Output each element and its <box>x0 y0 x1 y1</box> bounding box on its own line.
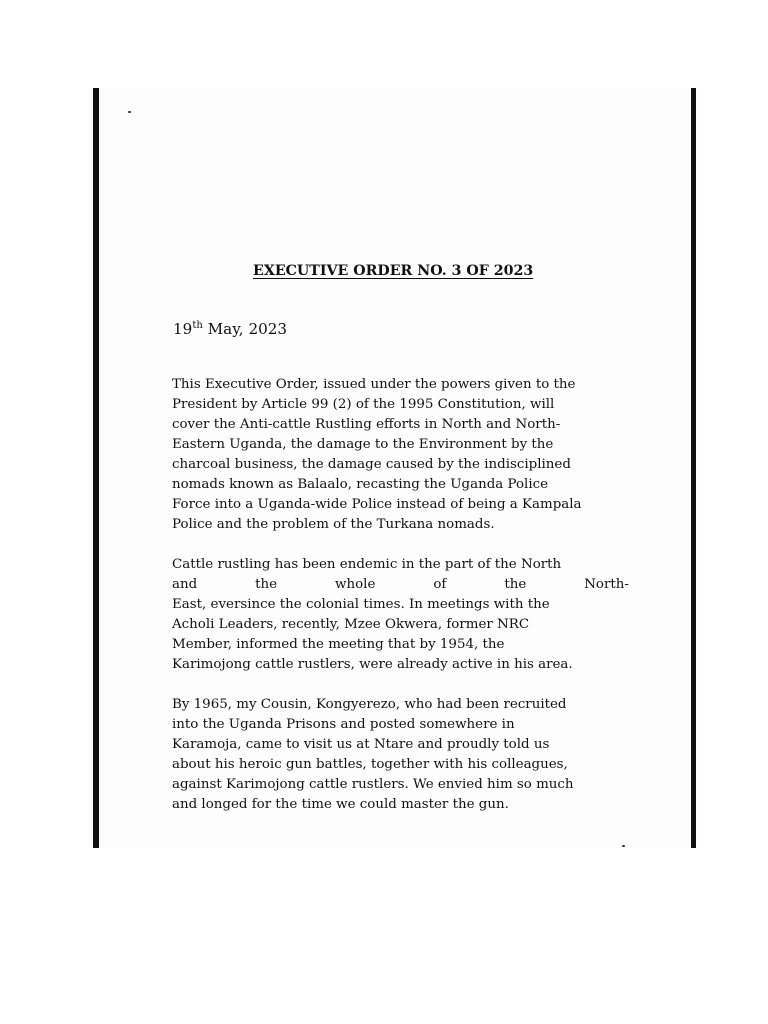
paragraph-line: Acholi Leaders, recently, Mzee Okwera, former NRC <box>172 617 530 632</box>
paragraph-line: President by Article 99 (2) of the 1995 Constitution, will <box>172 397 555 412</box>
paragraph-line: East, eversince the colonial times. In meetings with the <box>172 597 550 612</box>
paragraph-executive-order <box>172 375 629 535</box>
paragraph-word: North- <box>584 577 629 592</box>
scan-speck-bottom <box>622 845 625 847</box>
paragraph-line: into the Uganda Prisons and posted somewhere in <box>172 717 515 732</box>
paragraph-line: against Karimojong cattle rustlers. We envied him so much <box>172 777 574 792</box>
document-date <box>173 320 287 338</box>
paragraph-line: Cattle rustling has been endemic in the part of the North <box>172 557 562 572</box>
date-suffix: th <box>192 320 203 331</box>
document-title: EXECUTIVE ORDER NO. 3 OF 2023 <box>253 263 534 279</box>
date-month-year: May, 2023 <box>202 320 288 338</box>
paragraph-cattle-rustling <box>172 555 629 675</box>
paragraph-line: Karimojong cattle rustlers, were already active in his area. <box>172 657 573 672</box>
date-day: 19 <box>173 320 193 338</box>
paragraph-line-spread <box>172 575 629 595</box>
paragraph-line: about his heroic gun battles, together with his colleagues, <box>172 757 568 772</box>
scan-border-left <box>93 88 99 848</box>
paragraph-line: and longed for the time we could master the gun. <box>172 797 509 812</box>
paragraph-line: cover the Anti-cattle Rustling efforts in North and North- <box>172 417 561 432</box>
paragraph-word: of <box>433 577 447 592</box>
paragraph-line: This Executive Order, issued under the powers given to the <box>172 377 576 392</box>
scan-speck-top <box>128 111 131 113</box>
paragraph-cousin-story <box>172 695 629 815</box>
paragraph-word: the <box>255 577 278 592</box>
paragraph-word: the <box>504 577 527 592</box>
paragraph-line: Police and the problem of the Turkana nomads. <box>172 517 495 532</box>
paragraph-line: Force into a Uganda-wide Police instead of being a Kampala <box>172 497 582 512</box>
paragraph-line: Karamoja, came to visit us at Ntare and proudly told us <box>172 737 550 752</box>
paragraph-line: Eastern Uganda, the damage to the Environment by the <box>172 437 554 452</box>
paragraph-line: By 1965, my Cousin, Kongyerezo, who had been recruited <box>172 697 567 712</box>
paragraph-line: charcoal business, the damage caused by the indisciplined <box>172 457 571 472</box>
paragraph-word: whole <box>335 577 376 592</box>
scan-border-right <box>691 88 696 848</box>
paragraph-line: nomads known as Balaalo, recasting the Uganda Police <box>172 477 549 492</box>
paragraph-line: Member, informed the meeting that by 1954, the <box>172 637 505 652</box>
paragraph-word: and <box>172 577 198 592</box>
